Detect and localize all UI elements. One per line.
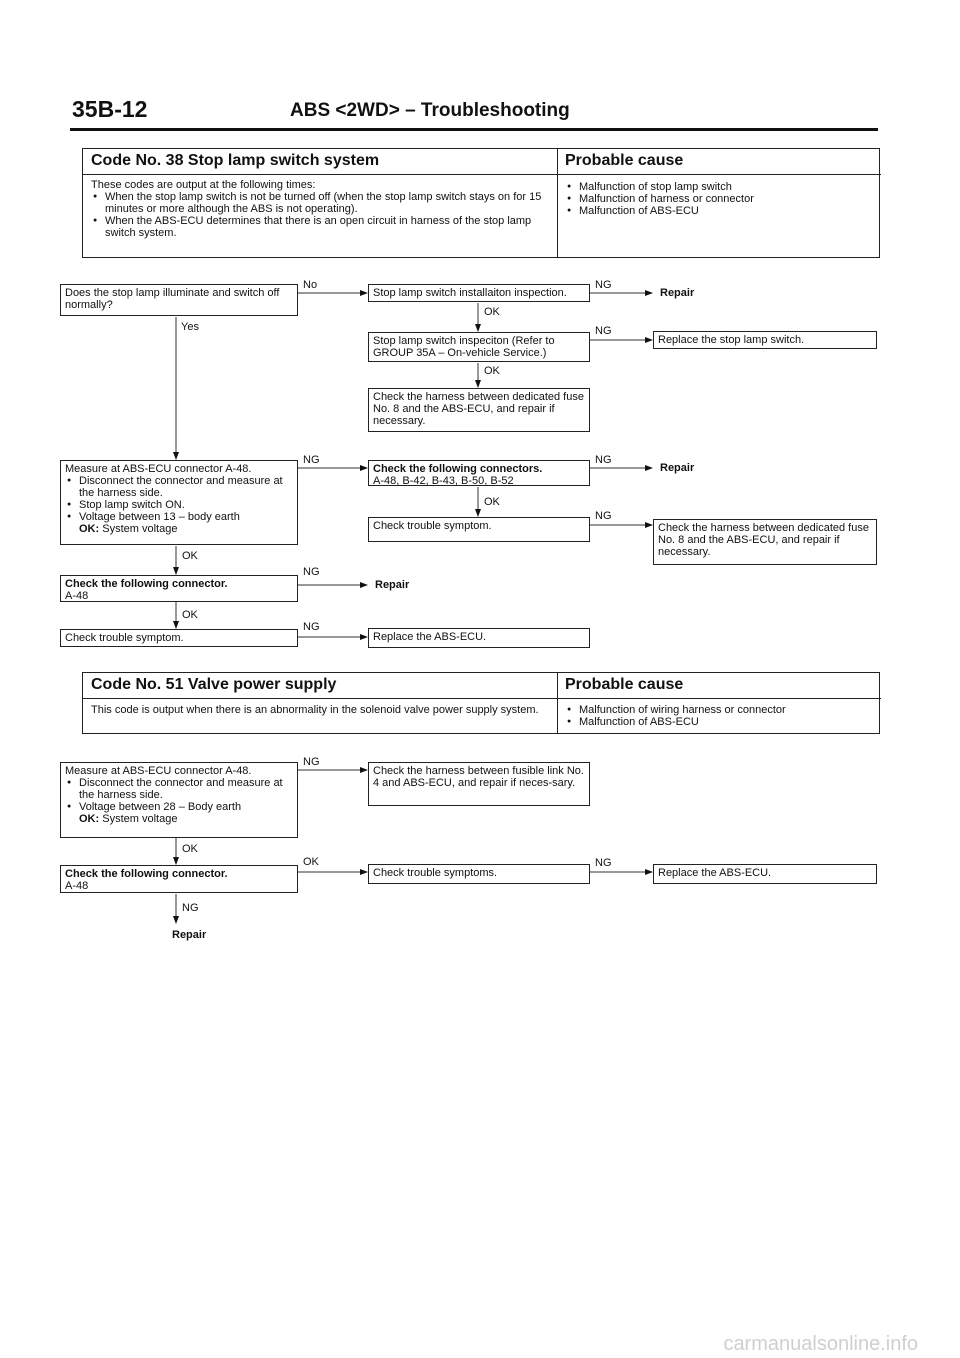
label-ng: NG: [182, 902, 199, 914]
code38-condition: ● When the stop lamp switch is not be turned off (when the stop lamp switch stays on for 15 minutes or more although the ABS is not operating).: [91, 191, 551, 215]
code38-cause-heading: Probable cause: [565, 152, 684, 169]
measure-a48-box: [60, 460, 298, 545]
code51-heading: Code No. 51 Valve power supply: [91, 676, 337, 693]
switch-inspection-box: Stop lamp switch inspeciton (Refer to GROUP 35A – On-vehicle Service.): [368, 332, 590, 362]
trouble-symptoms-box: Check trouble symptoms.: [368, 864, 590, 884]
replace-switch-box: Replace the stop lamp switch.: [653, 331, 877, 349]
code51-cause-heading: Probable cause: [565, 676, 684, 693]
code51-cause: ● Malfunction of wiring harness or connector: [565, 704, 865, 716]
measure-step: ● Voltage between 28 – Body earth: [65, 801, 293, 813]
label-ng: NG: [303, 621, 320, 633]
check-connector-box-2: [60, 865, 298, 893]
harness-fuse8-box-b: Check the harness between dedicated fuse No. 8 and the ABS-ECU, and repair if necessary.: [653, 519, 877, 565]
page-number: 35B-12: [72, 96, 148, 122]
question-stop-lamp-box: Does the stop lamp illuminate and switch off normally?: [60, 284, 298, 316]
label-ng: NG: [595, 279, 612, 291]
label-ok: OK: [303, 856, 319, 868]
label-yes: Yes: [181, 321, 199, 333]
label-ok: OK: [182, 550, 198, 562]
check-connector-box: [60, 575, 298, 602]
label-ng: NG: [595, 857, 612, 869]
code51-description: This code is output when there is an abnormality in the solenoid valve power supply system.: [91, 704, 539, 716]
label-ok: OK: [182, 843, 198, 855]
code51-h-divider: [83, 698, 881, 699]
code51-v-divider: [557, 673, 558, 734]
label-ng: NG: [303, 566, 320, 578]
trouble-symptom-box-b: Check trouble symptom.: [60, 629, 298, 647]
connectors-title: Check the following connectors.: [373, 463, 543, 475]
label-ng: NG: [303, 756, 320, 768]
repair-text: Repair: [660, 287, 695, 299]
label-ok: OK: [484, 496, 500, 508]
label-ng: NG: [595, 454, 612, 466]
label-ng: NG: [303, 454, 320, 466]
measure-ok-value: System voltage: [102, 813, 178, 825]
code38-intro: These codes are output at the following times:: [91, 179, 316, 191]
code38-cause: ● Malfunction of ABS-ECU: [565, 205, 865, 217]
trouble-symptom-box: Check trouble symptom.: [368, 517, 590, 542]
code38-condition: ● When the ABS-ECU determines that there is an open circuit in harness of the stop lamp switch system.: [91, 215, 551, 239]
repair-text: Repair: [660, 462, 695, 474]
measure-a48-box-2: [60, 762, 298, 838]
measure-title: Measure at ABS-ECU connector A-48.: [65, 765, 252, 777]
page-title: ABS <2WD> – Troubleshooting: [290, 100, 570, 121]
connector-id: A-48: [65, 590, 89, 602]
label-ng: NG: [595, 510, 612, 522]
measure-ok-label: OK:: [79, 813, 100, 825]
watermark: carmanualsonline.info: [723, 1333, 918, 1355]
connectors-list: A-48, B-42, B-43, B-50, B-52: [373, 475, 514, 487]
label-no: No: [303, 279, 318, 291]
connector-id: A-48: [65, 880, 89, 892]
replace-ecu-box-2: Replace the ABS-ECU.: [653, 864, 877, 884]
harness-fuse8-box: Check the harness between dedicated fuse No. 8 and the ABS-ECU, and repair if necessary.: [368, 388, 590, 432]
measure-ok-line: [65, 813, 293, 825]
measure-ok-value: System voltage: [102, 523, 178, 535]
code38-cause: ● Malfunction of harness or connector: [565, 193, 865, 205]
repair-text: Repair: [375, 579, 410, 591]
label-ok: OK: [484, 306, 500, 318]
label-ok: OK: [182, 609, 198, 621]
code51-section: [82, 672, 880, 734]
connector-title: Check the following connector.: [65, 578, 228, 590]
measure-step: ● Disconnect the connector and measure at the harness side.: [65, 777, 293, 801]
install-inspection-box: Stop lamp switch installaiton inspection.: [368, 284, 590, 302]
code51-cause-list: [565, 704, 865, 728]
measure-steps: [65, 777, 293, 813]
code38-heading: Code No. 38 Stop lamp switch system: [91, 152, 380, 169]
measure-steps: [65, 475, 293, 523]
label-ok: OK: [484, 365, 500, 377]
measure-step: ● Stop lamp switch ON.: [65, 499, 293, 511]
replace-ecu-box: Replace the ABS-ECU.: [368, 628, 590, 648]
code51-cause: ● Malfunction of ABS-ECU: [565, 716, 865, 728]
connector-title: Check the following connector.: [65, 868, 228, 880]
harness-fusible4-box: Check the harness between fusible link No. 4 and ABS-ECU, and repair if neces-sary.: [368, 762, 590, 806]
repair-text: Repair: [172, 929, 207, 941]
check-connectors-box: [368, 460, 590, 486]
measure-title: Measure at ABS-ECU connector A-48.: [65, 463, 252, 475]
label-ng: NG: [595, 325, 612, 337]
measure-ok-line: [65, 523, 293, 535]
code38-cause: ● Malfunction of stop lamp switch: [565, 181, 865, 193]
measure-step: ● Voltage between 13 – body earth: [65, 511, 293, 523]
measure-step: ● Disconnect the connector and measure at the harness side.: [65, 475, 293, 499]
measure-ok-label: OK:: [79, 523, 100, 535]
